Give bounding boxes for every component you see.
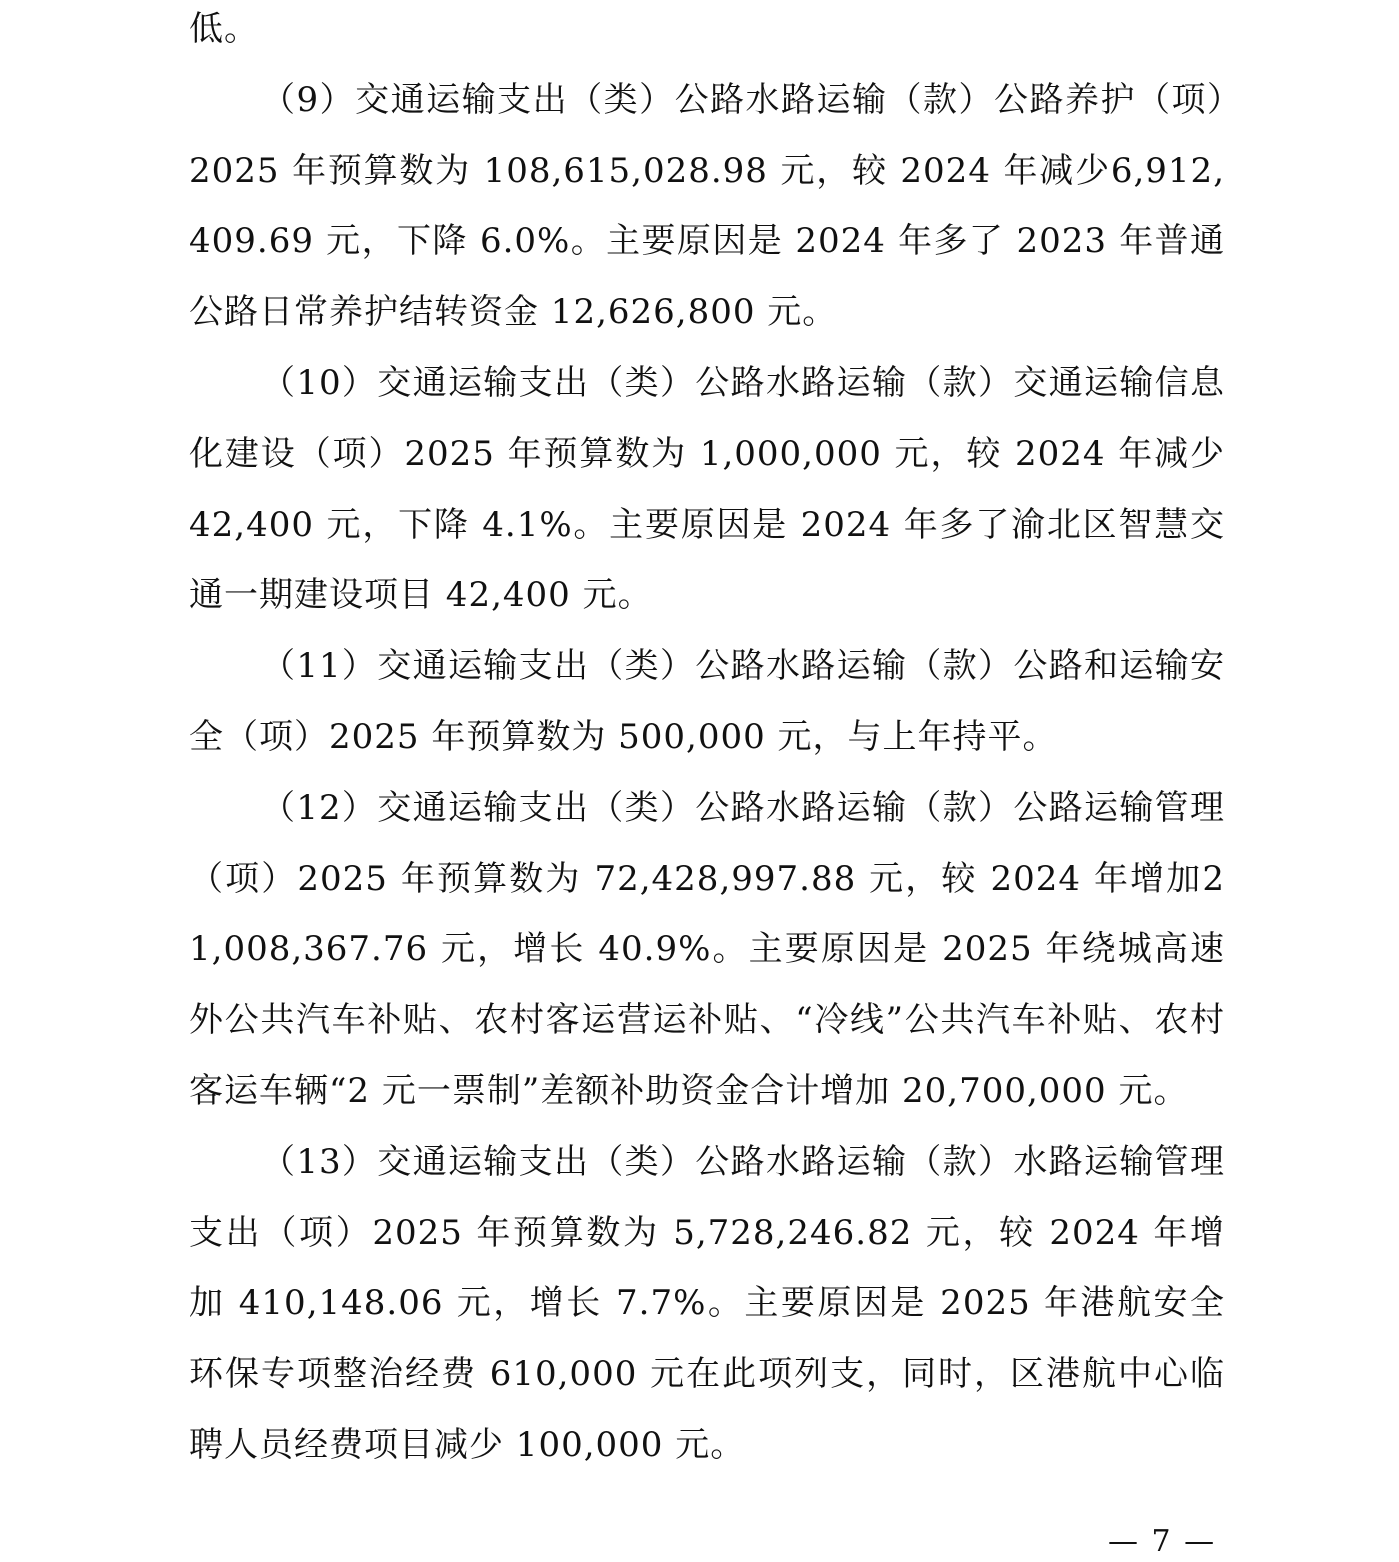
paragraph-item-13: （13）交通运输支出（类）公路水路运输（款）水路运输管理支出（项）2025 年预算数为 5,728,246.82 元，较 2024 年增加 410,148.06 元，增长 7.7%。主要原因是 2025 年港航安全环保专项整治经费 610,000 元在此项列支，同时，区港航中心临聘人员经费项目减少 100,000 元。 — [189, 1141, 1225, 1465]
document-body — [189, 0, 1225, 1481]
paragraph-item-11: （11）交通运输支出（类）公路水路运输（款）公路和运输安全（项）2025 年预算数为 500,000 元，与上年持平。 — [189, 646, 1225, 757]
paragraph-item-10: （10）交通运输支出（类）公路水路运输（款）交通运输信息化建设（项）2025 年预算数为 1,000,000 元，较 2024 年减少42,400 元，下降 4.1%。主要原因是 2024 年多了渝北区智慧交通一期建设项目 42,400 元。 — [189, 362, 1225, 616]
page-number: — 7 — — [1108, 1524, 1217, 1559]
paragraph-item-9: （9）交通运输支出（类）公路水路运输（款）公路养护（项）2025 年预算数为 108,615,028.98 元，较 2024 年减少6,912,409.69 元，下降 6.0%。主要原因是 2024 年多了 2023 年普通公路日常养护结转资金 12,626,800 元。 — [189, 79, 1225, 333]
paragraph-item-12: （12）交通运输支出（类）公路水路运输（款）公路运输管理（项）2025 年预算数为 72,428,997.88 元，较 2024 年增加21,008,367.76 元，增长 40.9%。主要原因是 2025 年绕城高速外公共汽车补贴、农村客运营运补贴、“冷线”公共汽车补贴、农村客运车辆“2 元一票制”差额补助资金合计增加 20,700,000 元。 — [189, 787, 1225, 1111]
paragraph-continuation: 低。 — [189, 9, 259, 49]
